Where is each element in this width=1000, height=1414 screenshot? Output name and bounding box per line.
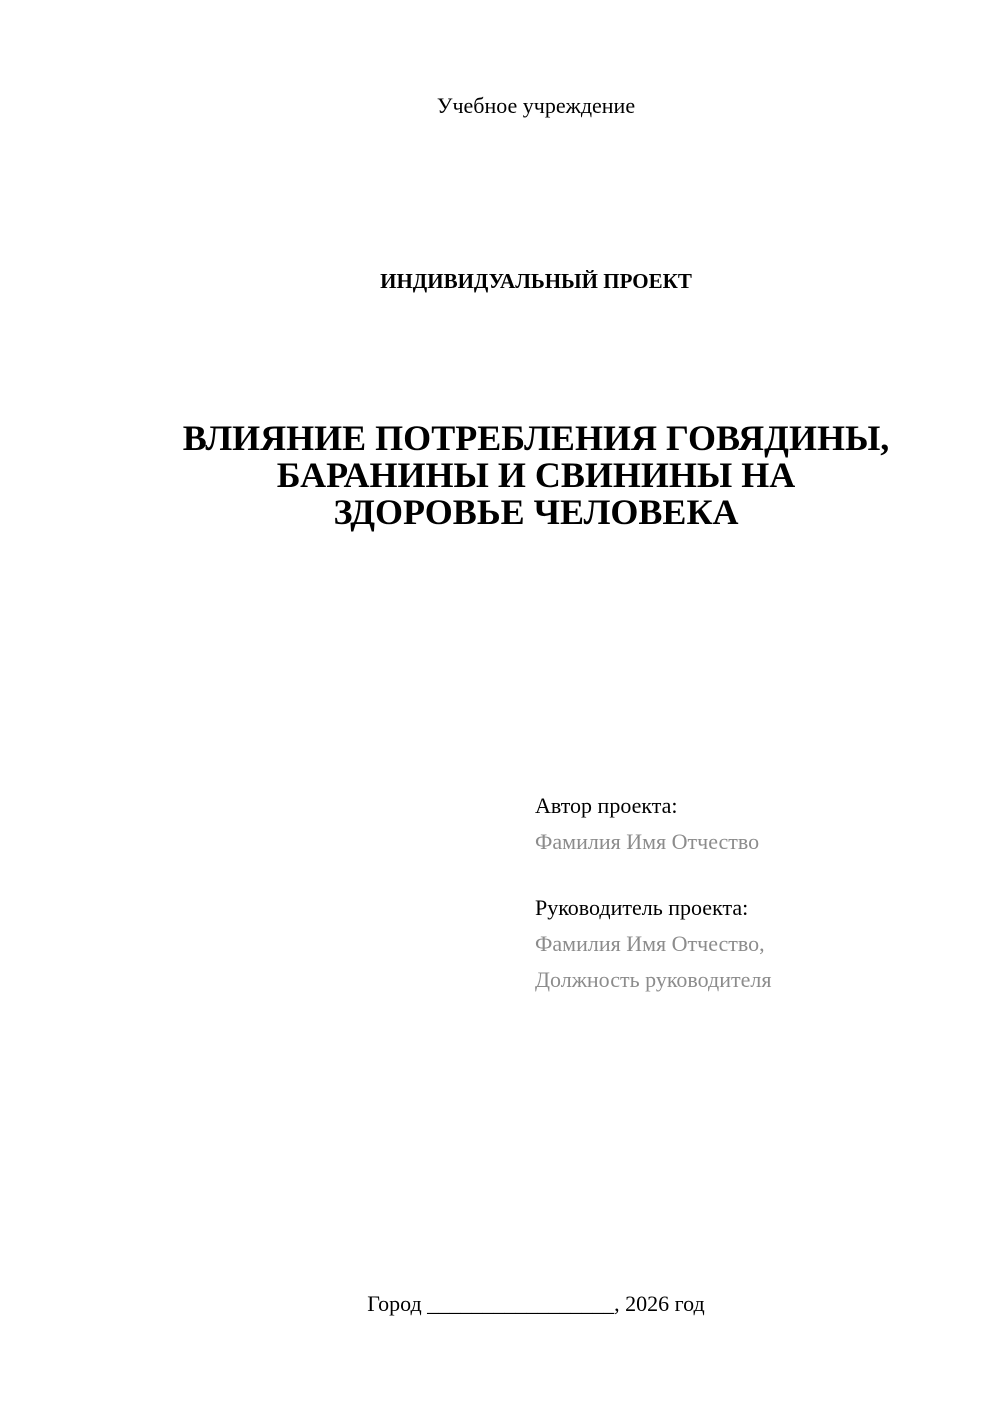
city-year-line: Город _________________, 2026 год bbox=[367, 1291, 705, 1316]
info-spacer bbox=[535, 860, 975, 890]
project-title-line: ВЛИЯНИЕ ПОТРЕБЛЕНИЯ ГОВЯДИНЫ, bbox=[182, 418, 890, 458]
supervisor-position: Должность руководителя bbox=[535, 967, 772, 992]
author-label: Автор проекта: bbox=[535, 793, 678, 818]
supervisor-name: Фамилия Имя Отчество, bbox=[535, 931, 765, 956]
document-type: ИНДИВИДУАЛЬНЫЙ ПРОЕКТ bbox=[380, 269, 692, 293]
project-title-line: БАРАНИНЫ И СВИНИНЫ НА bbox=[276, 455, 796, 495]
project-title bbox=[140, 420, 932, 531]
author-name: Фамилия Имя Отчество bbox=[535, 829, 760, 854]
project-info bbox=[535, 788, 975, 998]
institution-name: Учебное учреждение bbox=[436, 93, 636, 118]
supervisor-label: Руководитель проекта: bbox=[535, 895, 749, 920]
project-title-line: ЗДОРОВЬЕ ЧЕЛОВЕКА bbox=[333, 492, 739, 532]
